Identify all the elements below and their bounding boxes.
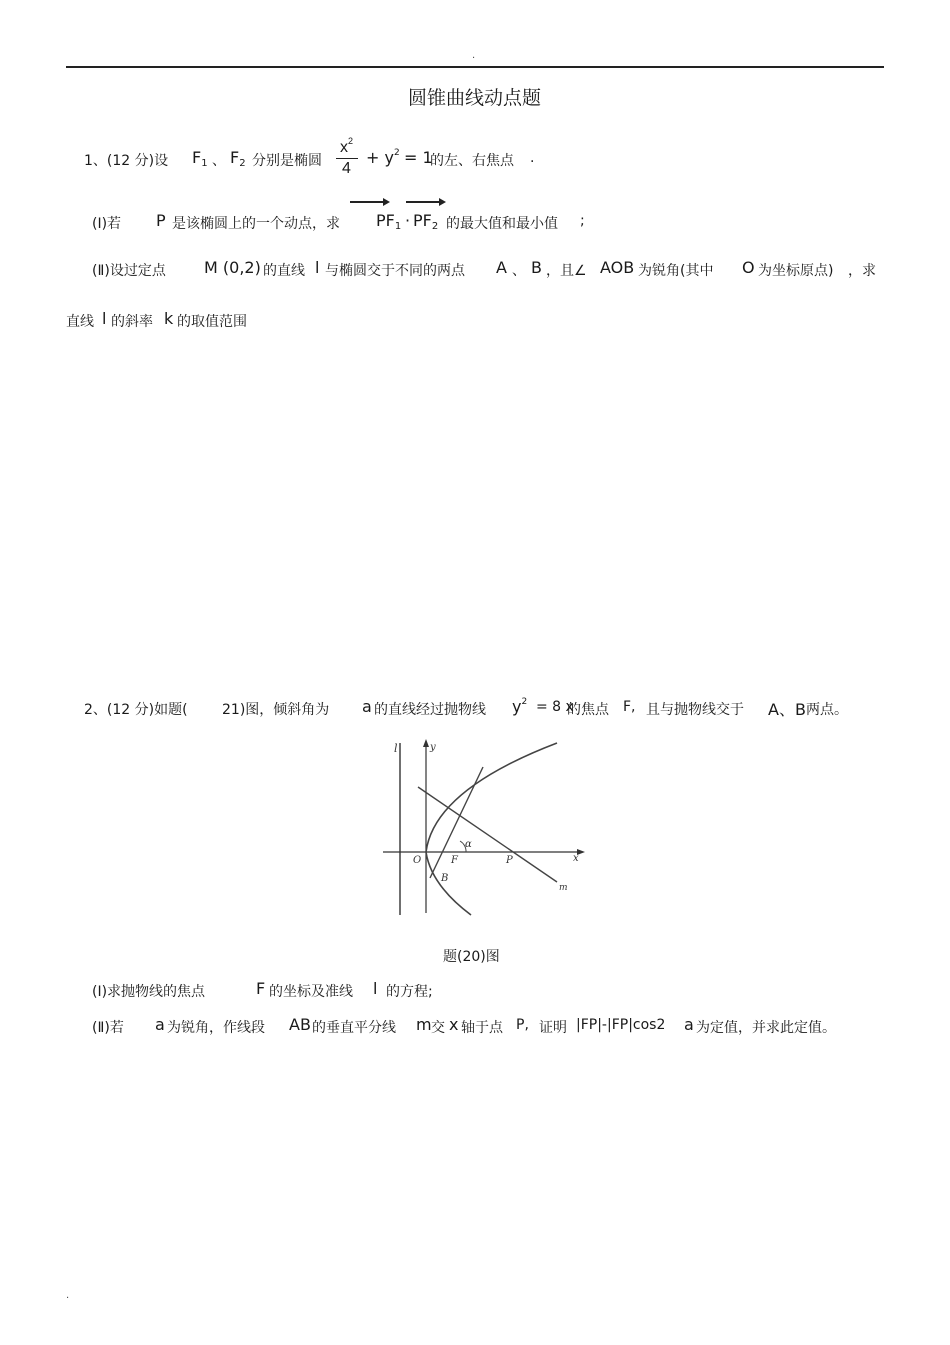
label-l: l xyxy=(394,742,398,755)
vector-arrow-2 xyxy=(406,201,444,203)
p2-directrix-l: l xyxy=(373,979,378,998)
fraction-numerator: $x^2$ xyxy=(340,136,354,156)
p2-part-1-text-c: 的方程; xyxy=(386,984,433,1000)
f1-symbol: $F_1$ xyxy=(192,148,208,169)
part-2-text-d: 为锐角(其中 xyxy=(638,263,714,279)
part-1-semicolon: ; xyxy=(580,213,585,229)
part-2-text-b: 与椭圆交于不同的两点 xyxy=(325,263,465,279)
part-2-sep: 、 xyxy=(512,263,526,279)
label-m: m xyxy=(559,883,568,893)
part-2-text-a: 的直线 xyxy=(263,263,305,279)
vector-arrow-1 xyxy=(350,201,388,203)
parabola-figure xyxy=(375,735,590,920)
alpha-symbol: a xyxy=(362,697,372,716)
part-1-label: (Ⅰ)若 xyxy=(92,216,122,232)
p2-part-2-text-c: 的垂直平分线 xyxy=(312,1020,396,1036)
problem-1-text-b: 的左、右焦点 xyxy=(430,153,514,169)
y-axis-arrow-icon xyxy=(423,739,429,747)
p2-part-2-text-e: 轴于点 xyxy=(461,1020,503,1036)
p2-segment-ab: AB xyxy=(289,1015,311,1034)
p2-part-2-text-g: 为定值，并求此定值。 xyxy=(696,1020,836,1036)
part-1-tail: 的最大值和最小值 xyxy=(446,216,558,232)
figure-caption: 题(20)图 xyxy=(443,949,500,965)
p2-expression: |FP|-|FP|cos2 xyxy=(576,1017,666,1033)
problem-2-text-c: 且与抛物线交于 xyxy=(646,702,744,718)
page-marker-dot-bottom: . xyxy=(66,1290,70,1301)
problem-2-lead: 2、(12 分)如题( xyxy=(84,702,188,718)
bisector-m xyxy=(418,787,557,882)
slope-k: k xyxy=(164,309,174,328)
parabola-y: $y^2$ xyxy=(512,697,528,716)
part-2-text-c: ，且∠ xyxy=(546,263,587,279)
angle-aob: AOB xyxy=(600,258,635,277)
origin-o: O xyxy=(742,258,755,277)
p2-expr-alpha: a xyxy=(684,1015,694,1034)
fraction-denominator: 4 xyxy=(342,160,351,177)
p2-part-2-text-d: 交 xyxy=(431,1020,445,1036)
part-2-line2-c: 的取值范围 xyxy=(177,314,247,330)
part-2-line2-b: 的斜率 xyxy=(111,314,153,330)
focus-f: F, xyxy=(623,699,636,715)
label-f: F xyxy=(451,855,458,866)
part-1-text: 是该椭圆上的一个动点，求 xyxy=(172,216,340,232)
p2-part-1-label: (Ⅰ)求抛物线的焦点 xyxy=(92,984,206,1000)
line-l-2: l xyxy=(102,309,107,328)
p2-line-m: m xyxy=(416,1015,432,1034)
point-b: B xyxy=(531,258,542,277)
problem-2-text-a: 的直线经过抛物线 xyxy=(374,702,486,718)
point-m: M (0,2) xyxy=(204,258,261,277)
points-ab: A、B xyxy=(768,700,806,719)
parabola-curve xyxy=(426,743,557,915)
parabola-rhs: = 8 x xyxy=(536,699,574,715)
part-2-label: (Ⅱ)设过定点 xyxy=(92,263,166,279)
equals-one: = 1 xyxy=(404,148,433,167)
label-b: B xyxy=(441,873,449,884)
point-p: P xyxy=(156,211,166,230)
label-y: y xyxy=(430,742,436,753)
label-o: O xyxy=(413,855,422,866)
problem-1-period: . xyxy=(530,150,535,166)
page-title: 圆锥曲线动点题 xyxy=(408,87,542,109)
f2-symbol: $F_2$ xyxy=(230,148,246,169)
part-2-text-e: 为坐标原点) xyxy=(758,263,834,279)
problem-1-lead: 1、(12 分)设 xyxy=(84,153,169,169)
p2-part-1-text-b: 的坐标及准线 xyxy=(269,984,353,1000)
dot-operator: · xyxy=(405,211,411,230)
p2-x-axis: x xyxy=(449,1015,459,1034)
p2-alpha: a xyxy=(155,1015,165,1034)
problem-2-text-b: 的焦点 xyxy=(567,702,609,718)
vector-pf2: $PF_2$ xyxy=(413,211,439,232)
problem-2-text-d: 两点。 xyxy=(806,702,848,718)
problem-2-ref: 21)图，倾斜角为 xyxy=(222,702,330,718)
p2-point-p: P, xyxy=(516,1017,529,1033)
part-2-text-f: ，求 xyxy=(848,263,876,279)
label-p: P xyxy=(506,855,513,866)
separator: 、 xyxy=(212,153,226,169)
page-marker-dot: . xyxy=(472,50,476,61)
fraction-bar xyxy=(336,158,358,159)
p2-part-2-label: (Ⅱ)若 xyxy=(92,1020,124,1036)
problem-1-text-a: 分别是椭圆 xyxy=(252,153,322,169)
p2-part-2-text-b: 为锐角，作线段 xyxy=(167,1020,265,1036)
p2-focus-f: F xyxy=(256,979,266,998)
part-2-line2-a: 直线 xyxy=(66,314,94,330)
plus-y-term: + $y^2$ xyxy=(366,148,400,167)
label-x: x xyxy=(573,853,579,864)
point-a: A xyxy=(496,258,507,277)
p2-part-2-text-f: 证明 xyxy=(539,1020,567,1036)
vector-pf1: $PF_1$ xyxy=(376,211,402,232)
line-l: l xyxy=(315,258,320,277)
header-rule xyxy=(66,66,884,68)
label-alpha: α xyxy=(465,839,472,850)
